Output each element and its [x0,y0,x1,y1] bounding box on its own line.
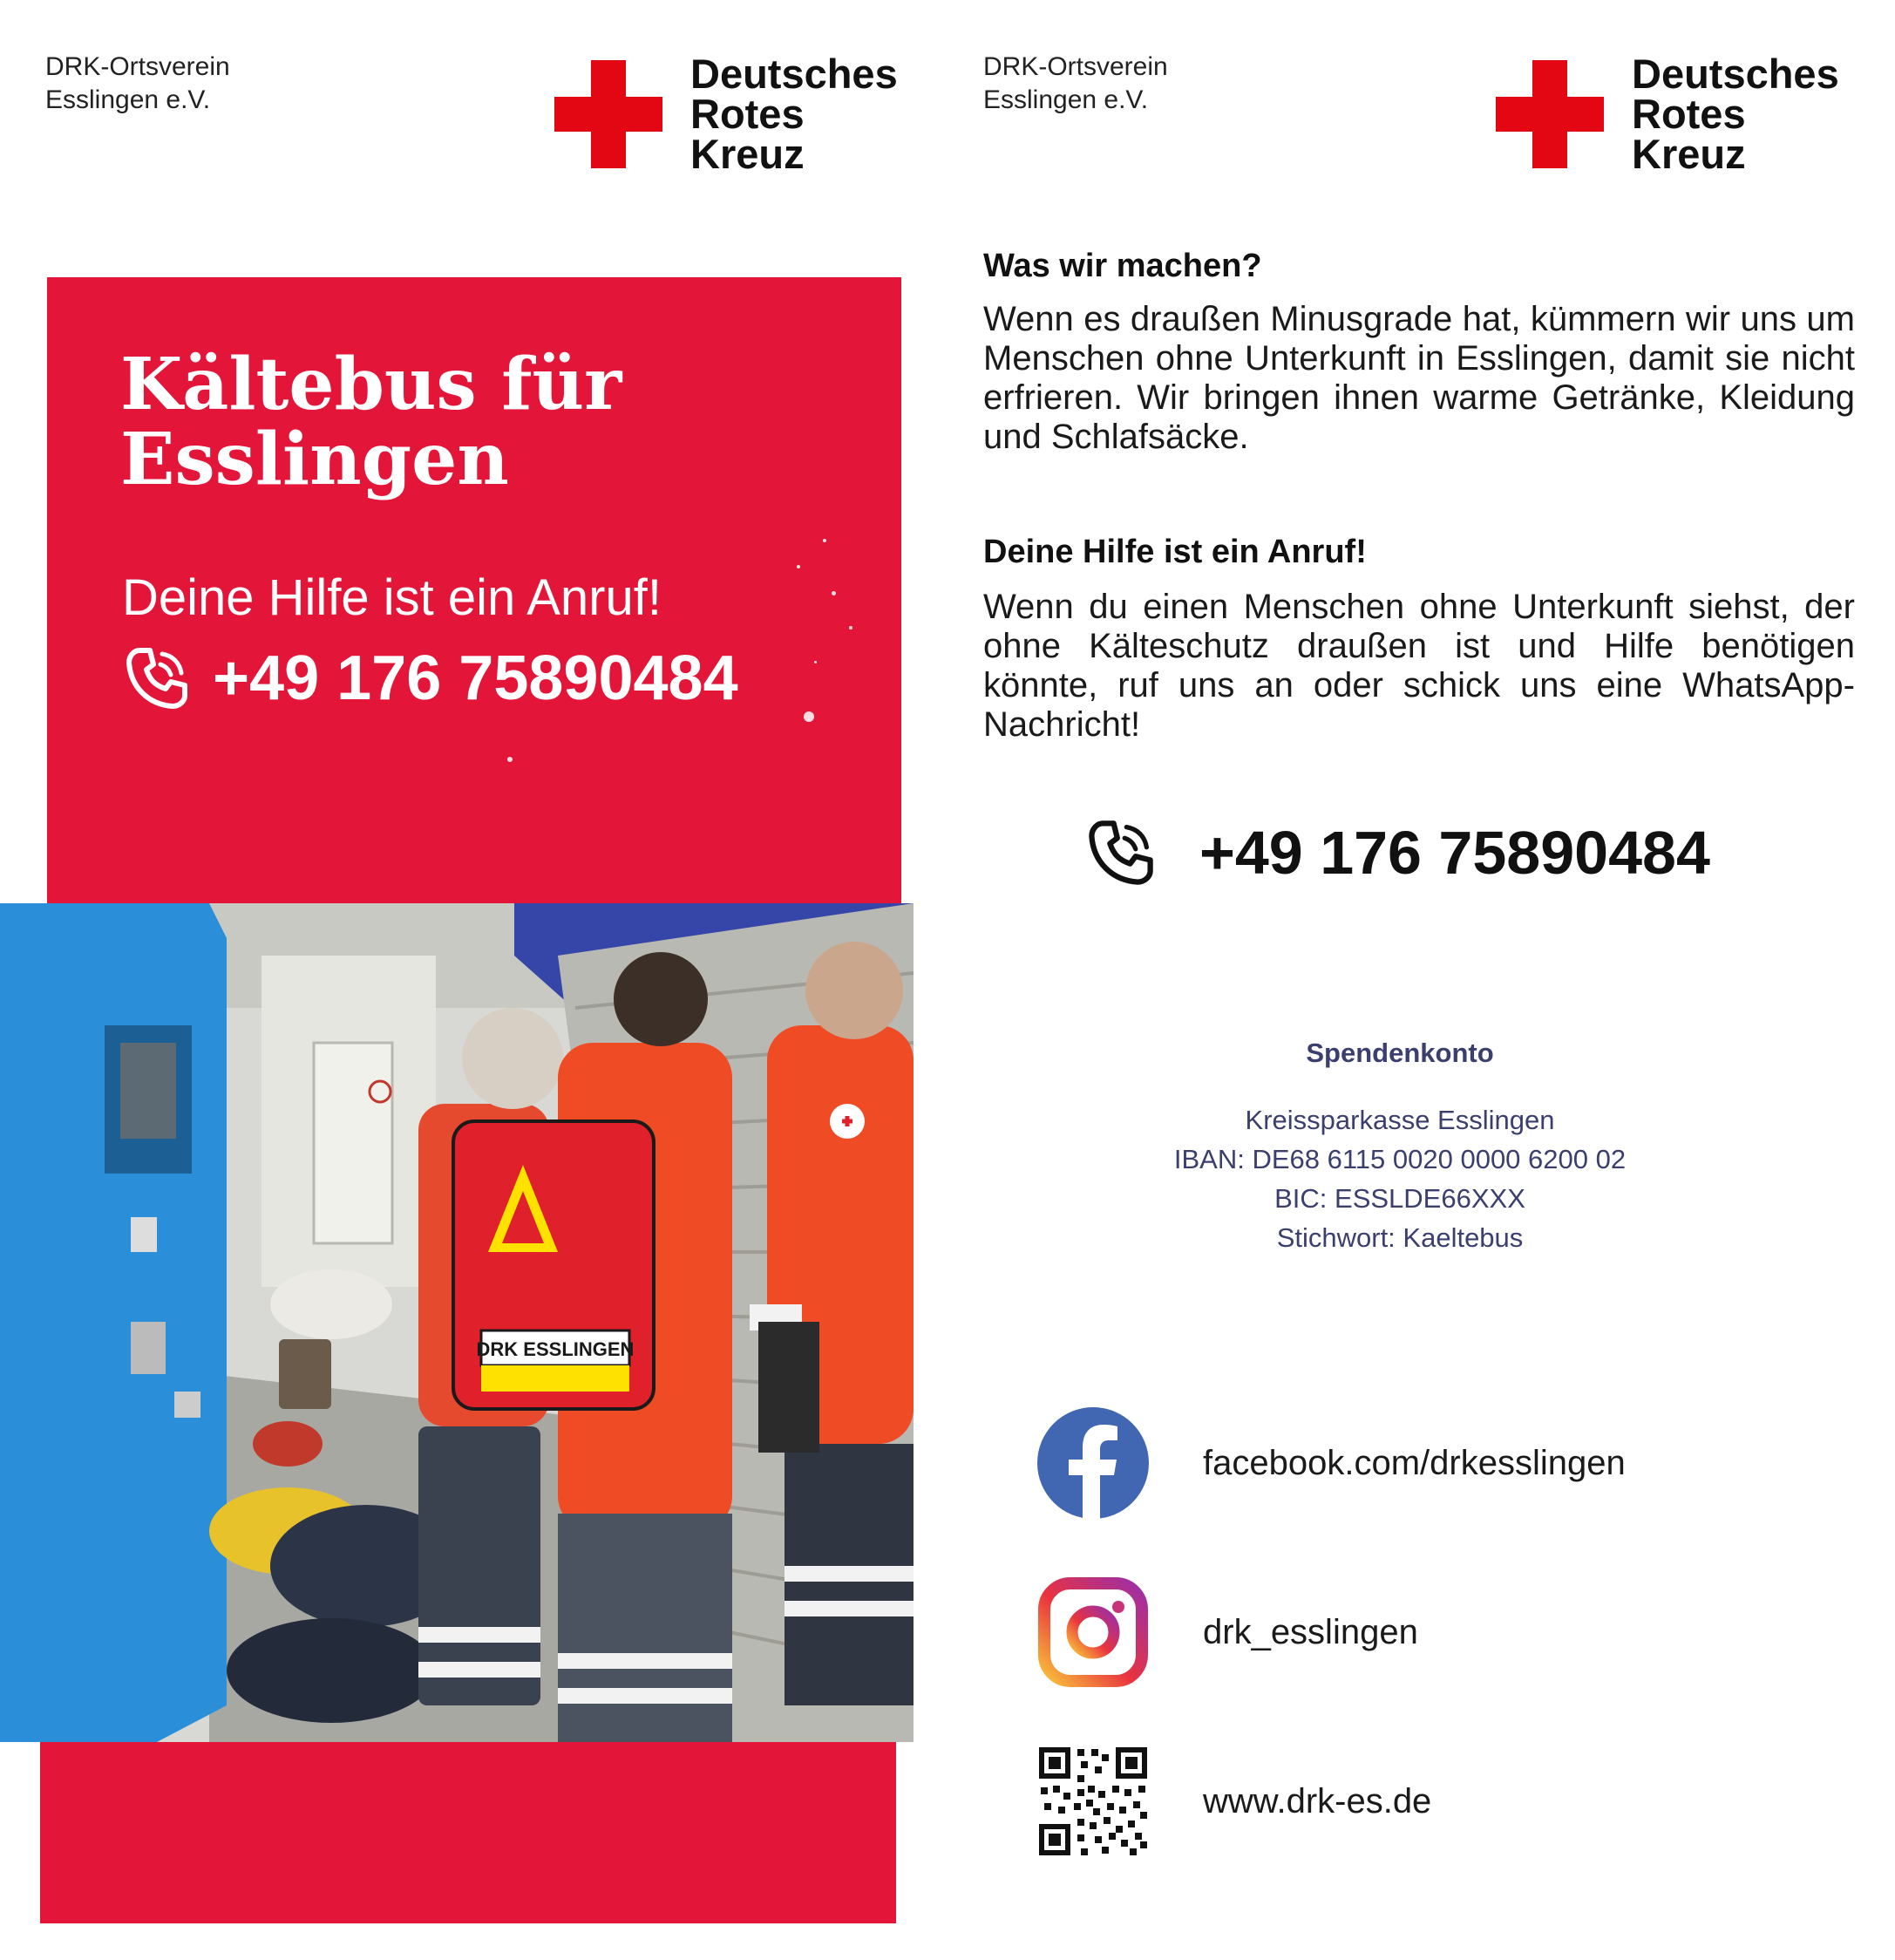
phone-icon [1084,816,1158,889]
instagram-icon [1037,1576,1149,1688]
website-text: www.drk-es.de [1203,1781,1432,1820]
backpack-label: DRK ESSLINGEN [476,1338,635,1360]
red-card-top [47,277,901,903]
phone-icon [122,643,192,713]
donation-bank: Kreissparkasse Esslingen [1245,1105,1555,1135]
org-name-line1: DRK-Ortsverein [983,52,1168,81]
logo-line2: Rotes [690,91,805,137]
card-phone-number: +49 176 75890484 [213,643,738,713]
team-photo-illustration [0,903,914,1742]
card-subtitle: Deine Hilfe ist ein Anruf! [122,569,662,626]
facebook-link[interactable] [1037,1407,1626,1519]
section-what-we-do-title: Was wir machen? [983,248,1262,284]
instagram-link[interactable] [1037,1576,1418,1688]
facebook-icon [1037,1407,1149,1519]
main-phone[interactable] [1084,816,1710,889]
logo-line2: Rotes [1632,91,1746,137]
logo-line3: Kreuz [690,131,805,177]
red-cross-icon [554,60,662,168]
main-phone-number: +49 176 75890484 [1199,819,1710,887]
facebook-text: facebook.com/drkesslingen [1203,1443,1626,1482]
donation-account [1095,1036,1705,1257]
section-help-title: Deine Hilfe ist ein Anruf! [983,534,1367,570]
donation-title: Spendenkonto [1306,1038,1494,1068]
red-cross-icon [1496,60,1604,168]
donation-bic: BIC: ESSLDE66XXX [1274,1183,1525,1214]
section-what-we-do-text: Wenn es draußen Minusgrade hat, kümmern wir uns um Menschen ohne Unterkunft in Esslingen, damit sie nicht erfrieren. Wir bringen ihnen warme Getränke, Kleidung und Schlafsäcke. [983,300,1855,456]
org-name-right [983,51,1168,117]
org-name-line2: Esslingen e.V. [45,85,211,114]
logo-line3: Kreuz [1632,131,1746,177]
red-card-bottom [40,1742,896,1923]
card-title-line2: Esslingen [120,418,509,501]
logo-line1: Deutsches [1632,51,1839,97]
org-name-left [45,51,230,117]
org-name-line1: DRK-Ortsverein [45,52,230,81]
card-phone[interactable] [122,643,738,713]
website-link[interactable] [1037,1746,1431,1857]
instagram-text: drk_esslingen [1203,1612,1418,1651]
org-name-line2: Esslingen e.V. [983,85,1149,114]
section-help-text: Wenn du einen Menschen ohne Unterkunft siehst, der ohne Kälteschutz draußen ist und Hilfe benötigen könnte, ruf uns an oder schick uns eine WhatsApp-Nachricht! [983,588,1855,744]
drk-logo-right [1496,51,1839,177]
logo-line1: Deutsches [690,51,898,97]
card-title-line1: Kältebus für [120,343,622,426]
drk-logo-left [554,51,898,177]
donation-keyword: Stichwort: Kaeltebus [1276,1222,1524,1253]
card-title [120,343,622,501]
qr-code-icon [1037,1746,1149,1857]
donation-iban: IBAN: DE68 6115 0020 0000 6200 02 [1173,1144,1627,1174]
team-photo [0,903,914,1742]
